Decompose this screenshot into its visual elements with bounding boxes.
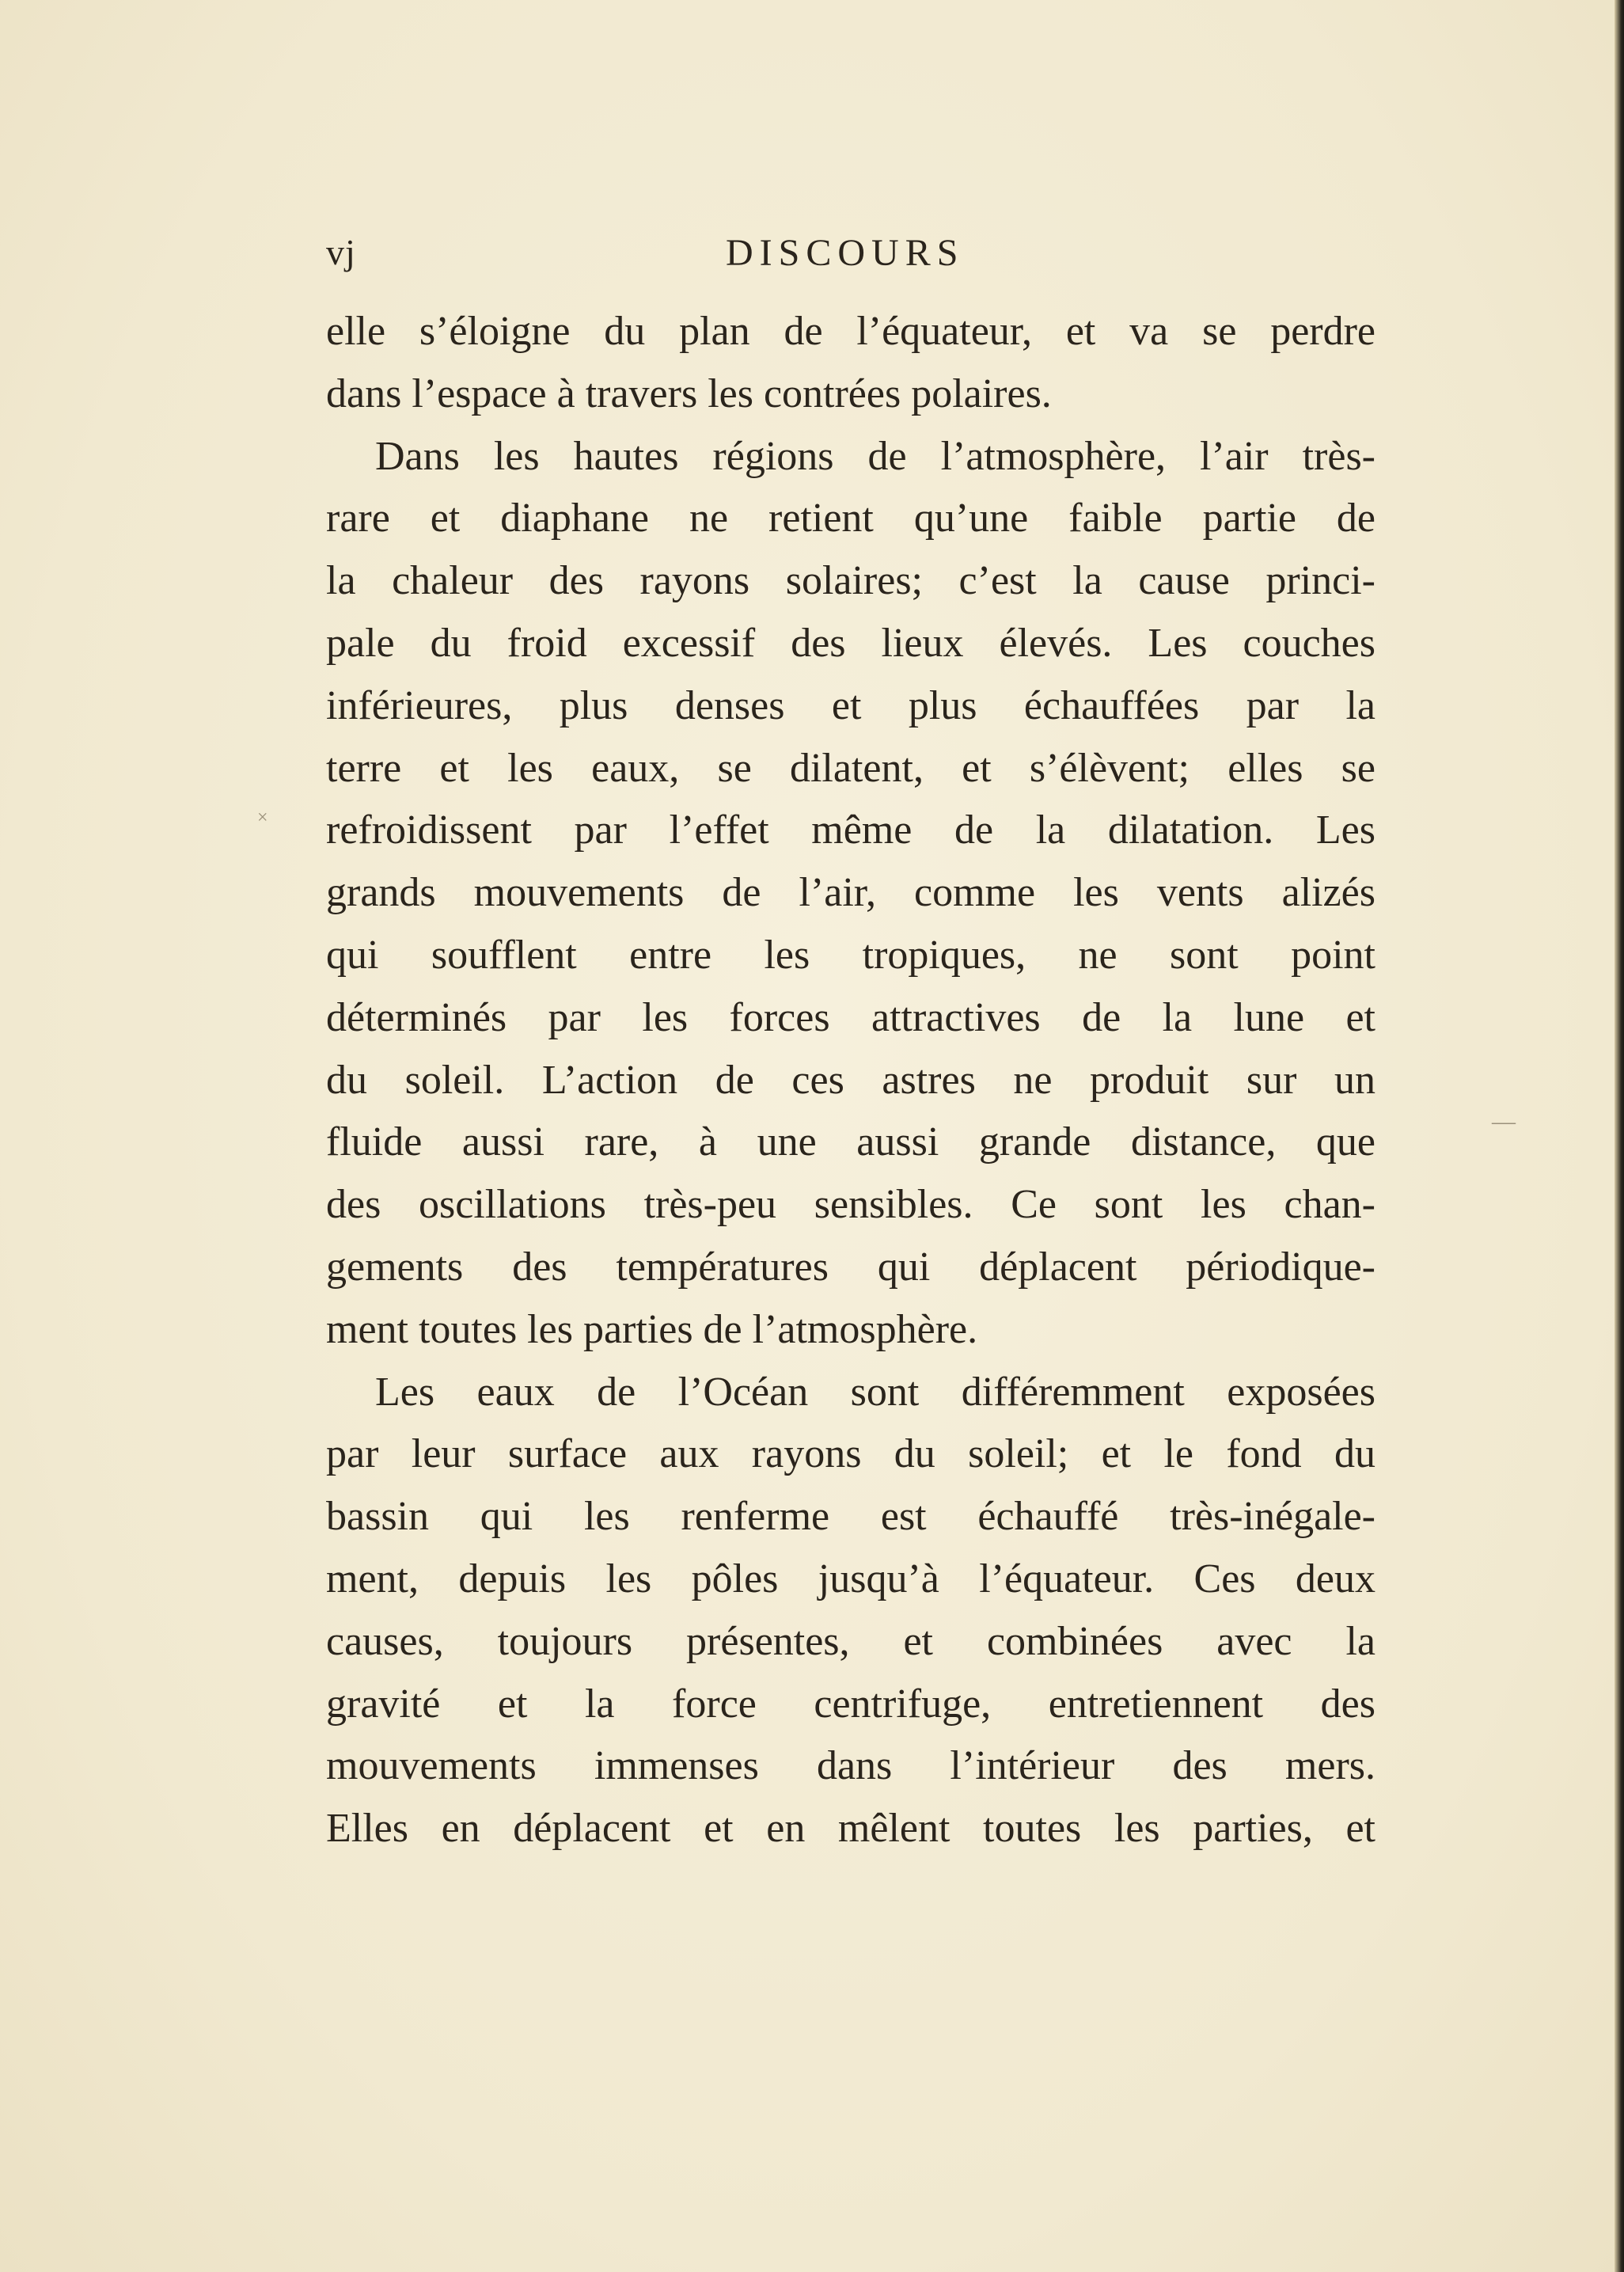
margin-tick-mark: × [257, 807, 268, 828]
text-line: Les eaux de l’Océan sont différemment exposées [375, 1369, 1375, 1415]
text-line: elle s’éloigne du plan de l’équateur, et va se perdre [326, 309, 1375, 354]
body-text [326, 301, 1375, 1860]
text-line: dans l’espace à travers les contrées polaires. [326, 370, 1052, 416]
text-line: rare et diaphane ne retient qu’une faible partie de [326, 496, 1375, 541]
text-line: des oscillations très-peu sensibles. Ce sont les chan- [326, 1182, 1375, 1228]
text-line: causes, toujours présentes, et combinées avec la [326, 1618, 1375, 1664]
text-line: terre et les eaux, se dilatent, et s’élèvent; elles se [326, 745, 1375, 791]
page-number: vj [326, 232, 356, 272]
text-line: inférieures, plus denses et plus échauffées par la [326, 682, 1375, 728]
text-line: la chaleur des rayons solaires; c’est la cause princi- [326, 558, 1375, 604]
text-line: Elles en déplacent et en mêlent toutes les parties, et [326, 1806, 1375, 1852]
running-head [326, 231, 1371, 279]
text-line: fluide aussi rare, à une aussi grande distance, que [326, 1119, 1375, 1165]
text-line: pale du froid excessif des lieux élevés. Les couches [326, 620, 1375, 666]
text-line: grands mouvements de l’air, comme les vents alizés [326, 870, 1375, 916]
text-line: déterminés par les forces attractives de la lune et [326, 994, 1375, 1040]
text-line: ment, depuis les pôles jusqu’à l’équateur. Ces deux [326, 1556, 1375, 1601]
text-line: Dans les hautes régions de l’atmosphère, l’air très- [375, 433, 1375, 479]
margin-dash-mark: — [1492, 1108, 1516, 1134]
text-line: du soleil. L’action de ces astres ne produit sur un [326, 1057, 1375, 1103]
text-line: gements des températures qui déplacent périodique- [326, 1244, 1375, 1290]
text-line: qui soufflent entre les tropiques, ne sont point [326, 932, 1375, 978]
running-title: DISCOURS [726, 232, 965, 274]
text-line: par leur surface aux rayons du soleil; et le fond du [326, 1431, 1375, 1477]
text-line: bassin qui les renferme est échauffé très-inégale- [326, 1494, 1375, 1540]
text-line: gravité et la force centrifuge, entretiennent des [326, 1681, 1375, 1727]
text-line: refroidissent par l’effet même de la dilatation. Les [326, 807, 1375, 853]
text-line: ment toutes les parties de l’atmosphère. [326, 1306, 978, 1352]
text-line: mouvements immenses dans l’intérieur des mers. [326, 1743, 1375, 1789]
page-edge-shadow [1615, 0, 1624, 2272]
